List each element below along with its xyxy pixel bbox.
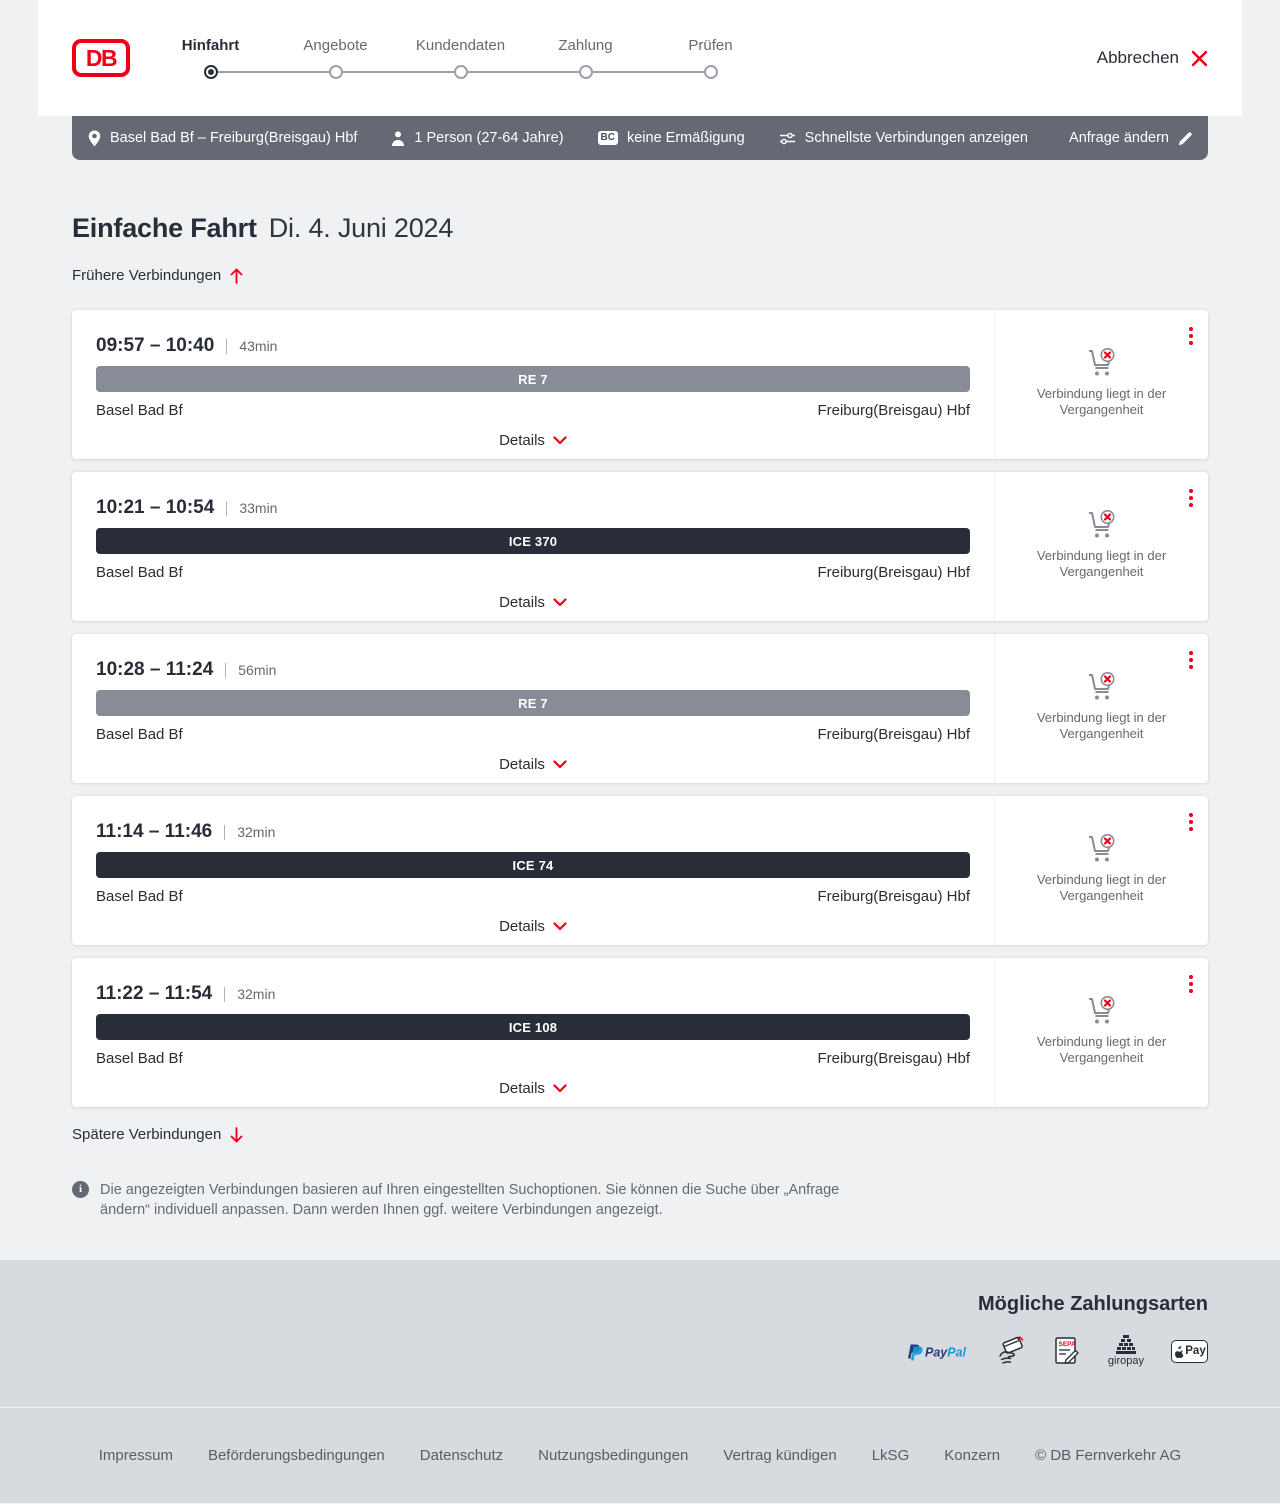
db-logo xyxy=(72,39,130,77)
step-dot xyxy=(454,65,468,79)
edit-request-button[interactable]: Anfrage ändern xyxy=(1069,130,1193,146)
close-icon xyxy=(1191,50,1208,67)
divider xyxy=(224,987,225,1002)
cart-unavailable-icon xyxy=(1085,995,1119,1025)
arrival-station: Freiburg(Breisgau) Hbf xyxy=(817,564,970,581)
connection-times: 11:14 – 11:46 xyxy=(96,821,213,842)
step-dot-active xyxy=(204,65,218,79)
footer-link-datenschutz[interactable]: Datenschutz xyxy=(419,1447,504,1464)
divider xyxy=(226,339,227,354)
departure-station: Basel Bad Bf xyxy=(96,888,183,905)
departure-station: Basel Bad Bf xyxy=(96,1050,183,1067)
details-toggle[interactable]: Details xyxy=(96,756,970,773)
progress-steps xyxy=(148,37,773,79)
train-bar: ICE 370 xyxy=(96,528,970,554)
status-text: Verbindung liegt in der Vergangenheit xyxy=(1036,710,1167,741)
credit-card-icon xyxy=(996,1336,1026,1366)
train-bar: RE 7 xyxy=(96,366,970,392)
divider xyxy=(224,825,225,840)
chevron-down-icon xyxy=(553,922,567,931)
connection-card xyxy=(72,958,1208,1107)
payment-methods-section xyxy=(0,1260,1280,1408)
footer-link-impressum[interactable]: Impressum xyxy=(98,1447,173,1464)
kebab-menu-button[interactable] xyxy=(1184,322,1198,350)
chevron-down-icon xyxy=(553,436,567,445)
connection-times: 10:21 – 10:54 xyxy=(96,497,215,518)
trip-type: Einfache Fahrt xyxy=(72,213,257,243)
info-note xyxy=(72,1180,862,1220)
train-bar: RE 7 xyxy=(96,690,970,716)
details-toggle[interactable]: Details xyxy=(96,918,970,935)
connection-list xyxy=(72,310,1208,1107)
footer-copyright: © DB Fernverkehr AG xyxy=(1035,1447,1182,1464)
footer-link-vertrag-kuendigen[interactable]: Vertrag kündigen xyxy=(723,1447,837,1464)
arrow-up-icon xyxy=(230,268,243,284)
footer-link-nutzungsbedingungen[interactable]: Nutzungsbedingungen xyxy=(538,1447,689,1464)
svg-text:PayPal: PayPal xyxy=(924,1345,966,1359)
status-text: Verbindung liegt in der Vergangenheit xyxy=(1036,386,1167,417)
details-toggle[interactable]: Details xyxy=(96,1080,970,1097)
arrow-down-icon xyxy=(230,1127,243,1143)
trip-date: Di. 4. Juni 2024 xyxy=(268,213,454,243)
status-text: Verbindung liegt in der Vergangenheit xyxy=(1036,548,1167,579)
details-toggle[interactable]: Details xyxy=(96,432,970,449)
apple-pay-icon: Pay xyxy=(1171,1340,1208,1363)
connection-duration: 33min xyxy=(239,500,278,516)
connection-times: 10:28 – 11:24 xyxy=(96,659,214,680)
connection-duration: 32min xyxy=(237,824,276,840)
footer-link-lksg[interactable]: LkSG xyxy=(871,1447,910,1464)
status-text: Verbindung liegt in der Vergangenheit xyxy=(1036,872,1167,903)
arrival-station: Freiburg(Breisgau) Hbf xyxy=(817,1050,970,1067)
route-summary: Basel Bad Bf – Freiburg(Breisgau) Hbf xyxy=(88,130,357,147)
search-summary-bar xyxy=(72,116,1208,160)
step-zahlung[interactable]: Zahlung xyxy=(523,37,648,79)
cart-unavailable-icon xyxy=(1085,509,1119,539)
step-dot xyxy=(704,65,718,79)
page-title xyxy=(72,213,1280,244)
bottom-section xyxy=(0,1260,1280,1504)
train-bar: ICE 108 xyxy=(96,1014,970,1040)
step-kundendaten[interactable]: Kundendaten xyxy=(398,37,523,79)
step-dot xyxy=(329,65,343,79)
step-pruefen[interactable]: Prüfen xyxy=(648,37,773,79)
departure-station: Basel Bad Bf xyxy=(96,564,183,581)
status-text: Verbindung liegt in der Vergangenheit xyxy=(1036,1034,1167,1065)
cart-unavailable-icon xyxy=(1085,347,1119,377)
chevron-down-icon xyxy=(553,598,567,607)
divider xyxy=(226,501,227,516)
footer-link-konzern[interactable]: Konzern xyxy=(944,1447,1001,1464)
bahncard-icon: BC xyxy=(598,131,618,145)
later-connections-link[interactable]: Spätere Verbindungen xyxy=(72,1126,243,1143)
header xyxy=(38,0,1242,116)
footer-link-befoerderungsbedingungen[interactable]: Beförderungsbedingungen xyxy=(207,1447,385,1464)
payment-title: Mögliche Zahlungsarten xyxy=(977,1293,1208,1315)
sepa-direct-debit-icon xyxy=(1053,1336,1081,1366)
discount-summary: BC keine Ermäßigung xyxy=(598,130,745,146)
person-icon xyxy=(391,131,405,146)
cancel-button[interactable]: Abbrechen xyxy=(1097,48,1208,68)
kebab-menu-button[interactable] xyxy=(1184,484,1198,512)
connection-card xyxy=(72,310,1208,459)
connection-duration: 43min xyxy=(239,338,278,354)
cart-unavailable-icon xyxy=(1085,671,1119,701)
step-angebote[interactable]: Angebote xyxy=(273,37,398,79)
departure-station: Basel Bad Bf xyxy=(96,402,183,419)
step-hinfahrt[interactable]: Hinfahrt xyxy=(148,37,273,79)
svg-text:SEPA: SEPA xyxy=(1058,1341,1076,1348)
fastest-connections-toggle[interactable]: Schnellste Verbindungen anzeigen xyxy=(779,130,1028,146)
sliders-icon xyxy=(779,132,796,145)
earlier-connections-link[interactable]: Frühere Verbindungen xyxy=(72,267,243,284)
connection-duration: 56min xyxy=(238,662,277,678)
info-text: Die angezeigten Verbindungen basieren auf Ihren eingestellten Suchoptionen. Sie können die Suche über „Anfrage ändern“ individuell anpassen. Dann werden Ihnen ggf. weitere Verbindungen angezeigt. xyxy=(100,1182,840,1218)
chevron-down-icon xyxy=(553,1084,567,1093)
connection-duration: 32min xyxy=(237,986,276,1002)
cart-unavailable-icon xyxy=(1085,833,1119,863)
connection-card xyxy=(72,796,1208,945)
connection-card xyxy=(72,472,1208,621)
arrival-station: Freiburg(Breisgau) Hbf xyxy=(817,726,970,743)
paypal-icon xyxy=(905,1341,969,1362)
divider xyxy=(225,663,226,678)
kebab-menu-button[interactable] xyxy=(1184,808,1198,836)
chevron-down-icon xyxy=(553,760,567,769)
arrival-station: Freiburg(Breisgau) Hbf xyxy=(817,402,970,419)
connection-card xyxy=(72,634,1208,783)
footer xyxy=(0,1408,1280,1503)
db-logo-text: DB xyxy=(85,44,117,71)
info-icon: i xyxy=(72,1181,89,1198)
details-toggle[interactable]: Details xyxy=(96,594,970,611)
payment-icons xyxy=(905,1335,1208,1367)
train-bar: ICE 74 xyxy=(96,852,970,878)
arrival-station: Freiburg(Breisgau) Hbf xyxy=(817,888,970,905)
passenger-summary: 1 Person (27-64 Jahre) xyxy=(391,130,563,146)
location-pin-icon xyxy=(88,130,101,147)
kebab-menu-button[interactable] xyxy=(1184,970,1198,998)
connection-times: 11:22 – 11:54 xyxy=(96,983,213,1004)
pencil-icon xyxy=(1178,131,1193,146)
departure-station: Basel Bad Bf xyxy=(96,726,183,743)
kebab-menu-button[interactable] xyxy=(1184,646,1198,674)
connection-times: 09:57 – 10:40 xyxy=(96,335,215,356)
step-dot xyxy=(579,65,593,79)
giropay-icon: giropay xyxy=(1108,1335,1144,1367)
